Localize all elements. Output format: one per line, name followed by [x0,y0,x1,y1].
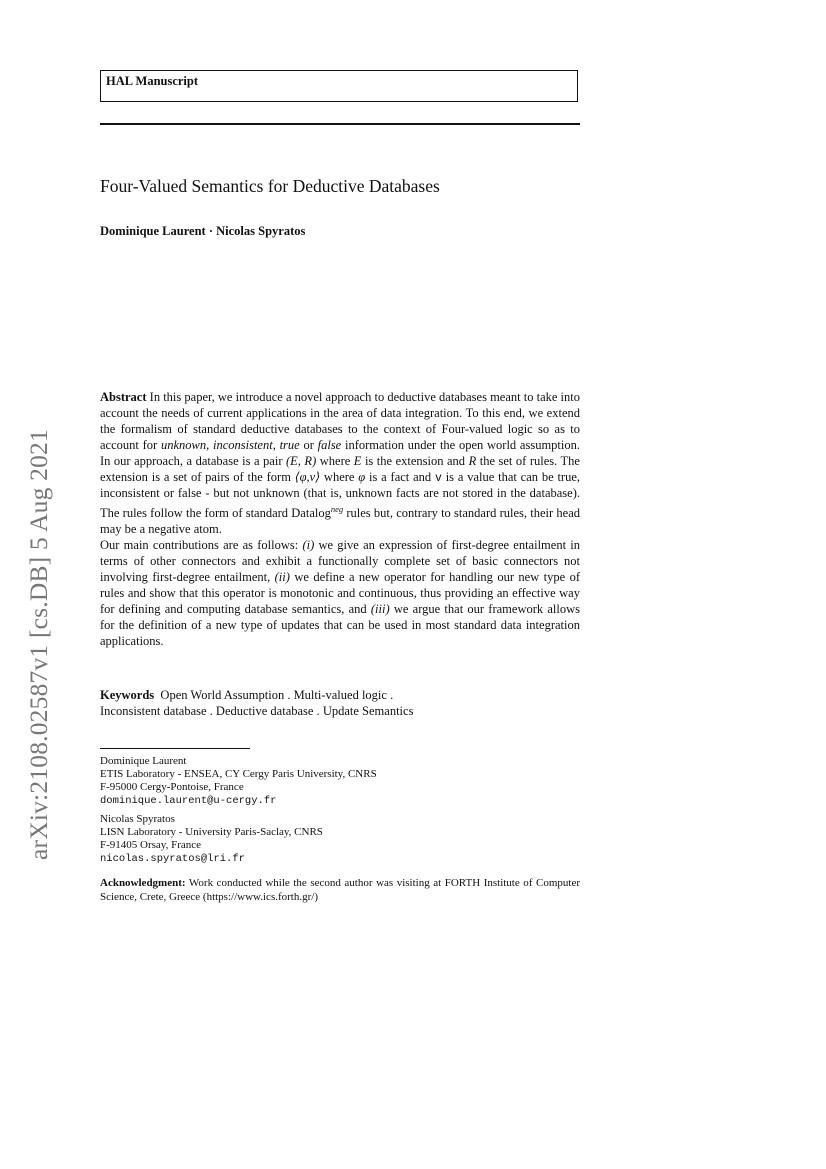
abstract-term-inconsistent: inconsistent [212,437,273,452]
acknowledgment-label: Acknowledgment: [100,877,186,889]
math-pair: (E, R) [286,453,317,468]
affiliation-name: Nicolas Spyratos [100,813,175,825]
keywords-label: Keywords [100,688,155,702]
affiliation-lab: ETIS Laboratory - ENSEA, CY Cergy Paris University, CNRS [100,768,377,781]
header-rule [100,123,580,125]
affiliation-name: Dominique Laurent [100,755,187,767]
affiliation-city: F-91405 Orsay, France [100,839,202,852]
abstract-label: Abstract [100,390,147,404]
abstract-text: we give an expression of first-degree entailment in terms of other connectors and exhibit a functionally complete set of basic connectors not involving first-degree entailment, [100,538,580,585]
abstract-text: where [316,453,354,468]
abstract-text: we argue that our framework allows for the definition of a new type of updates that can be used in most standard data integration applications. [100,601,581,648]
math-e: E [353,453,362,468]
footnote-rule [100,748,250,749]
abstract-term-false: false [317,437,342,452]
keywords-section [100,687,580,719]
arxiv-identifier: arXiv:2108.02587v1 [cs.DB] 5 Aug 2021 [24,429,53,860]
contribution-marker-ii: (ii) [274,570,290,585]
abstract-text: is a fact and [365,469,435,484]
paper-title: Four-Valued Semantics for Deductive Databases [100,176,440,196]
affiliation-city: F-95000 Cergy-Pontoise, France [100,781,244,794]
affiliation-email[interactable]: nicolas.spyratos@lri.fr [100,852,245,865]
acknowledgment-section [100,877,580,905]
abstract-text: , [206,437,213,452]
abstract-text: In this paper, we introduce a novel approach to deductive databases meant to take into account the needs of current applications in the area of data integration. To this end, we extend the formalism of standard deductive databases to the context of Four-valued logic so as to account for [100,390,581,452]
keywords-line-1: Open World Assumption . Multi-valued logic . [160,688,394,702]
abstract-text: where [320,469,359,484]
abstract-term-true: true [279,437,300,452]
affiliation-email[interactable]: dominique.laurent@u-cergy.fr [100,794,277,807]
math-phi: φ [358,469,366,484]
math-r: R [468,453,477,468]
paper-authors: Dominique Laurent · Nicolas Spyratos [100,224,306,238]
abstract-text: , [272,437,280,452]
acknowledgment-text: Work conducted while the second author was visiting at FORTH Institute of Computer Science, Crete, Greece (https://www.ics.forth.gr/) [100,877,580,903]
keywords-line-2: Inconsistent database . Deductive database . Update Semantics [100,704,414,718]
manuscript-header-box [100,70,578,102]
abstract-text: we define a new operator for handling our new type of rules and show that this operator is monotonic and continuous, thus providing an effective way for defining and computing database semantics, and [100,570,580,616]
contribution-marker-i: (i) [302,538,315,553]
abstract-text: is the extension and [361,453,469,468]
abstract-text: or [299,437,318,452]
abstract-text: the set of rules. The extension is a set of pairs of the form [100,453,580,484]
abstract-text: rules but, contrary to standard rules, their head may be a negative atom. [100,506,580,537]
abstract-paragraph-1 [100,390,580,538]
affiliation-block-1 [100,755,580,808]
contribution-marker-iii: (iii) [370,601,390,616]
abstract-text: is a value that can be true, inconsistent or false - but not unknown (that is, unknown facts are not stored in the database). The rules follow the form of standard Datalog [100,469,581,521]
abstract-text: information under the open world assumption. In our approach, a database is a pair [100,437,581,468]
abstract-paragraph-2 [100,538,580,649]
manuscript-label: HAL Manuscript [106,74,199,88]
datalog-neg-superscript: neg [330,504,344,515]
affiliation-lab: LISN Laboratory - University Paris-Saclay, CNRS [100,826,323,839]
abstract-term-unknown: unknown [160,437,207,452]
abstract-section [100,390,580,650]
math-form: ⟨φ,v⟩ [294,469,321,484]
affiliation-block-2 [100,813,580,866]
math-v: v [434,471,442,485]
abstract-text: Our main contributions are as follows: [100,538,303,553]
